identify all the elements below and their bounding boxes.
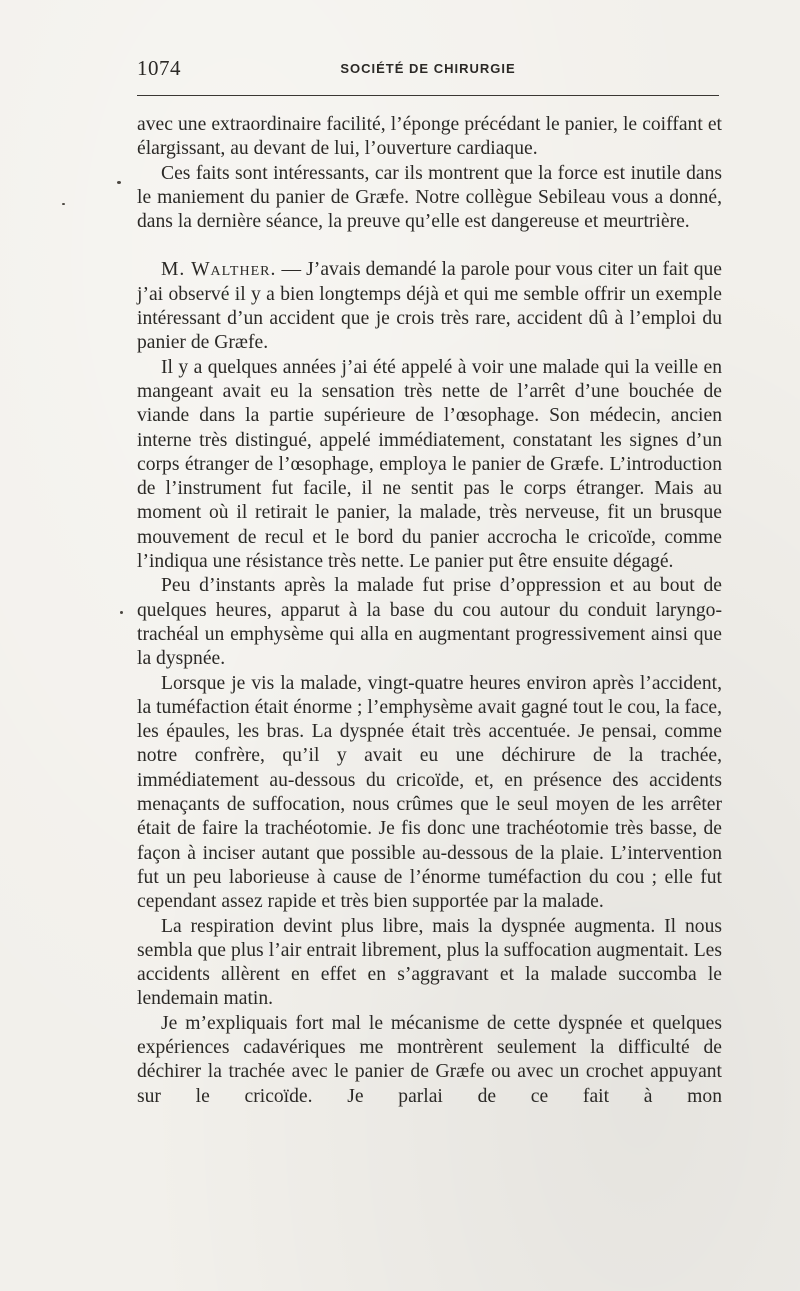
paragraph-2: Ces faits sont intéressants, car ils montrent que la force est inutile dans le maniement du panier de Græfe. Notre collègue Sebileau vous a donné, dans la dernière séance, la preuve qu’elle est dangereuse et meurtrière. — [137, 162, 722, 233]
paragraph-5: Peu d’instants après la malade fut prise d’oppression et au bout de quelques heures, apparut à la base du cou autour du conduit laryngo-trachéal un emphysème qui alla en augmentant progressivement ainsi que la dyspnée. — [137, 575, 722, 670]
page-number: 1074 — [137, 56, 181, 80]
paragraph-8: Je m’expliquais fort mal le mécanisme de cette dyspnée et quelques expériences cadavériques me montrèrent seulement la difficulté de déchirer la trachée avec le panier de Græfe ou avec un crochet appuyant sur le cricoïde. Je parlai de ce fait à mon — [137, 1012, 722, 1107]
paragraph-4: Il y a quelques années j’ai été appelé à voir une malade qui la veille en mangeant avait eu la sensation très nette de l’arrêt d’une bouchée de viande dans la partie supérieure de l’œsophage. Son médecin, ancien interne très distingué, appelé immédiatement, constatant les signes d’un corps étranger de l’œsophage, employa le panier de Græfe. L’introduction de l’instrument fut facile, il ne sentit pas le corps étranger. Mais au moment où il retirait le panier, la malade, très nerveuse, fit un brusque mouvement de recul et le bord du panier accrocha le cricoïde, comme l’indiqua une résistance très nette. Le panier put être ensuite dégagé. — [137, 356, 722, 573]
paragraph-7: La respiration devint plus libre, mais la dyspnée augmenta. Il nous sembla que plus l’air entrait librement, plus la suffocation augmentait. Les accidents allèrent en effet en s’aggravant et la malade succomba le lendemain matin. — [137, 915, 722, 1010]
paragraph-1: avec une extraordinaire facilité, l’éponge précédant le panier, le coiffant et élargissant, au devant de lui, l’ouverture cardiaque. — [137, 114, 722, 160]
ink-speck — [117, 181, 121, 184]
paragraph-3 — [137, 258, 722, 355]
journal-title: SOCIÉTÉ DE CHIRURGIE — [340, 61, 516, 76]
speaker-name: M. Walther. — [161, 259, 277, 281]
paragraph-3-text: — J’avais demandé la parole pour vous citer un fait que j’ai observé il y a bien longtemps déjà et qui me semble offrir un exemple intéressant d’un accident que je crois très rare, accident dû à l’emploi du panier de Græfe. — [137, 259, 723, 354]
running-head — [137, 56, 719, 82]
ink-speck — [62, 203, 65, 205]
ink-speck — [120, 611, 123, 614]
body-text — [137, 113, 722, 1109]
header-rule — [137, 95, 719, 96]
paragraph-6: Lorsque je vis la malade, vingt-quatre heures environ après l’accident, la tuméfaction était énorme ; l’emphysème avait gagné tout le cou, la face, les épaules, les bras. La dyspnée était très accentuée. Je pensai, comme notre confrère, qu’il y avait eu une déchirure de la trachée, immédiatement au-dessous du cricoïde, et, en présence des accidents menaçants de suffocation, nous crûmes que le seul moyen de les arrêter était de faire la trachéotomie. Je fis donc une trachéotomie très basse, de façon à inciser autant que possible au-dessous de la plaie. L’intervention fut un peu laborieuse à cause de l’énorme tuméfaction du cou ; elle fut cependant assez rapide et très bien supportée par la malade. — [137, 672, 722, 913]
